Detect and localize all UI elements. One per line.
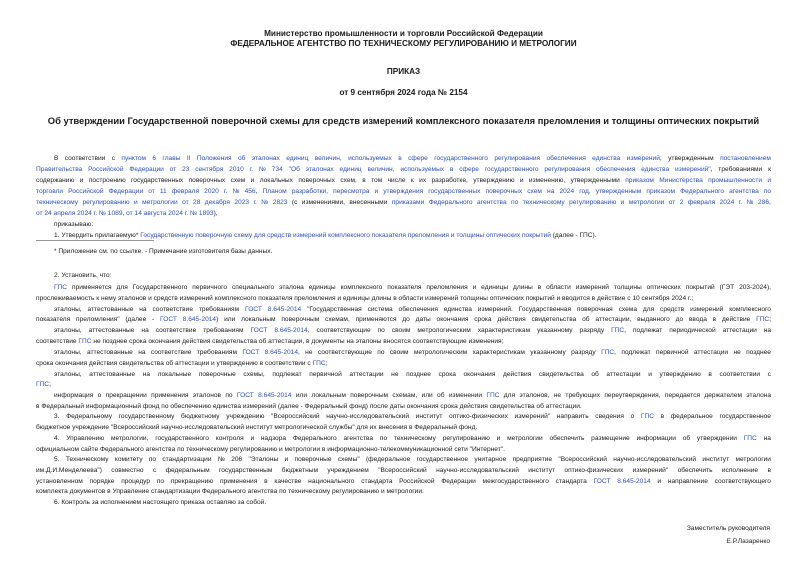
document-link[interactable]: ГОСТ 8.645-2014 xyxy=(242,349,298,356)
line-text: 6. Контроль за исполнением настоящего приказа оставляю за собой. xyxy=(54,499,267,506)
document-link[interactable]: ГОСТ 8.645-2014 xyxy=(245,306,302,313)
document-link[interactable]: ГПС xyxy=(36,381,50,388)
body-line xyxy=(54,348,771,358)
document-link[interactable]: приказом Министерства промышленности и xyxy=(625,177,772,184)
document-link[interactable]: пунктом 6 главы II Положения об эталонах единиц величин, используемых в сфере государственного регулирования обеспечения единства измерений xyxy=(121,155,660,162)
line-text: , утвержденным xyxy=(659,155,721,162)
document-link[interactable]: ГПС xyxy=(54,284,68,291)
body-line xyxy=(54,412,771,422)
body-line xyxy=(36,445,505,455)
document-link[interactable]: приказами Федерального агентства по техническому регулированию и метрологии от 2 февраля 2024 г. № 286 xyxy=(391,199,770,206)
signature-name: Е.Р.Лазаренко xyxy=(726,538,770,545)
body-line xyxy=(36,294,693,304)
body-line xyxy=(54,283,771,293)
line-text: применяется для Государственного первичного специального эталона единицы комплексного показателя преломления и единицы длины в области измерений толщины оптических покрытий (ГЭТ 203-2024), xyxy=(67,284,771,291)
body-line xyxy=(54,498,266,508)
line-text: комплекта документов в Управление стандартизации Федерального агентства по техническому регулированию и метрологии. xyxy=(36,488,424,495)
document-link[interactable]: ГОСТ 8.645-2014 xyxy=(250,327,308,334)
document-link[interactable]: ГОСТ 8.645-2014 xyxy=(236,392,292,399)
line-text: (далее - ГПС). xyxy=(550,232,597,239)
body-line xyxy=(36,380,51,390)
document-link[interactable]: техническому регулированию и метрологии от 28 декабря 2023 г. № 2823 xyxy=(36,199,288,206)
line-text: установленном порядке процедур по прекращению применения в качестве национального стандарта Российской Федерации межгосударственного стандарта xyxy=(36,478,594,485)
document-link[interactable]: Планом разработки, пересмотра и утверждения государственных поверочных схем на 2024 год, утвержденным приказом Федерального агентства по xyxy=(262,188,772,195)
line-text: в федеральное государственное xyxy=(653,413,771,420)
preamble-line xyxy=(36,187,771,197)
line-text: в Федеральный информационный фонд по обеспечению единства измерений (далее - Федеральный фонд) после даты окончания срока действия свидетельства об аттестации. xyxy=(36,403,582,410)
body-line xyxy=(36,477,771,487)
line-text: эталоны, аттестованные на соответствие требованиям xyxy=(54,327,251,334)
preamble-line xyxy=(36,165,771,175)
document-link[interactable]: ГПС xyxy=(743,435,757,442)
line-text: , xyxy=(122,210,127,217)
line-text: официальном сайте Федерального агентства по техническому регулированию и метрологии в информационно-телекоммуникационной сети "Интернет". xyxy=(36,446,505,453)
document-link[interactable]: ГОСТ 8.645-2014 xyxy=(160,316,217,323)
line-text: эталоны, аттестованные на локальные поверочные схемы, подлежат первичной аттестации не позднее срока окончания действия свидетельства об аттестации и утверждению в соответствии с xyxy=(54,371,771,378)
line-text: для эталонов, не требующих переутверждения, передается держателем эталона xyxy=(499,392,772,399)
body-line xyxy=(54,326,771,336)
line-text: им.Д.И.Менделеева") совместно с федеральным государственным бюджетным учреждением "Всероссийский научно-исследовательский институт оптико-физических измерений" обеспечить исполнение в xyxy=(36,467,771,474)
document-link[interactable]: Государственную поверочную схему для средств измерений комплексного показателя преломления и толщины оптических покрытий xyxy=(140,232,551,239)
body-line xyxy=(54,434,771,444)
line-text: показателя преломления" (далее - xyxy=(36,316,161,323)
footnote-text: * Приложение см. по ссылке. - Примечание изготовителя базы данных. xyxy=(54,248,273,255)
line-text: , соответствующие по своим метрологическим характеристикам указанному разряду xyxy=(307,327,612,334)
preamble-line xyxy=(36,209,218,219)
document-link[interactable]: от 14 августа 2024 г. № 1893 xyxy=(126,210,214,217)
body-line xyxy=(36,402,582,412)
line-text: содержанию и построению государственных поверочных схем и локальных поверочных схем, в том числе к их разработке, утверждению и изменению, утвержденными xyxy=(36,177,626,184)
line-text: "Государственная система обеспечения единства измерений. Государственная поверочная схема для средств измерений комплексного xyxy=(301,306,771,313)
line-text: ), xyxy=(213,210,218,217)
document-link[interactable]: ГПС xyxy=(640,413,654,420)
line-text: , xyxy=(255,188,263,195)
line-text: 5. Техническому комитету по стандартизации № 206 "Эталоны и поверочные схемы" (федеральное государственное унитарное предприятие "Всероссийский научно-исследовательский институт метрологии xyxy=(54,456,771,463)
body-line xyxy=(54,271,111,281)
body-line xyxy=(36,337,503,347)
line-text: информация о прекращении применения эталонов по xyxy=(54,392,237,399)
body-line xyxy=(36,315,771,325)
document-link[interactable]: Правительства Российской Федерации от 23 сентября 2010 г. № 734 "Об эталонах единиц величин, используемых в сфере государственного регулирования обеспечения единства измерений" xyxy=(36,166,711,173)
line-text: или локальным поверочным схемам, или об изменении xyxy=(291,392,487,399)
line-text: , xyxy=(769,199,771,206)
line-text: , требованиями к xyxy=(710,166,771,173)
preamble-line xyxy=(36,176,771,186)
line-text: , подлежат первичной аттестации не позднее xyxy=(614,349,771,356)
document-link[interactable]: ГПС xyxy=(601,349,615,356)
line-text: эталоны, аттестованные на соответствие требованиям xyxy=(54,306,246,313)
document-link[interactable]: ГПС xyxy=(756,316,770,323)
document-link[interactable]: ГПС xyxy=(312,360,326,367)
line-text: прослеживаемость к нему эталонов и средств измерений комплексного показателя преломления и единицы длины в области измерений толщины оптических покрытий и вводится в действие с 10 сентября 2024 г.; xyxy=(36,295,694,302)
body-line xyxy=(54,455,771,465)
document-link[interactable]: ГПС xyxy=(611,327,625,334)
document-link[interactable]: от 24 апреля 2024 г. № 1089 xyxy=(36,210,123,217)
line-text: ; xyxy=(325,360,328,367)
line-text: , не соответствующие по своим метрологическим характеристикам указанному разряду xyxy=(298,349,602,356)
line-text: ) или локальным поверочным схемам, применяются до даты окончания срока действия свидетельства об аттестации, выданного до ввода в действие xyxy=(216,316,757,323)
body-line xyxy=(54,305,771,315)
line-text: не позднее срока окончания действия свидетельства об аттестации, в документы на эталоны вносятся соответствующие изменения; xyxy=(91,338,504,345)
line-text: 2. Установить, что: xyxy=(54,272,112,279)
line-text: срока окончания действия свидетельства об аттестации и утверждению в соответствии с xyxy=(36,360,313,367)
line-text: эталоны, аттестованные на соответствие требованиям xyxy=(54,349,243,356)
line-text: , подлежат периодической аттестации на xyxy=(624,327,772,334)
body-line xyxy=(36,359,327,369)
line-text: и направление соответствующего xyxy=(650,478,771,485)
document-link[interactable]: торговли Российской Федерации от 11 февраля 2020 г. № 456 xyxy=(36,188,256,195)
line-text: приказываю: xyxy=(54,221,94,228)
document-type: ПРИКАЗ xyxy=(386,67,421,76)
ministry-name: Министерство промышленности и торговли Российской Федерации xyxy=(264,29,543,38)
line-text: 1. Утвердить прилагаемую* xyxy=(54,232,141,239)
body-line xyxy=(36,423,477,433)
body-line xyxy=(54,391,771,401)
agency-name: ФЕДЕРАЛЬНОЕ АГЕНТСТВО ПО ТЕХНИЧЕСКОМУ РЕГУЛИРОВАНИЮ И МЕТРОЛОГИИ xyxy=(230,39,577,48)
line-text: 4. Управлению метрологии, государственного контроля и надзора Федерального агентства по техническому регулированию и метрологии обеспечить размещение информации об утверждении xyxy=(54,435,744,442)
preamble-line xyxy=(54,154,771,164)
line-text: бюджетное учреждение "Всероссийский научно-исследовательский институт метрологической службы" для их внесения в Федеральный фонд. xyxy=(36,424,478,431)
line-text: ; xyxy=(769,316,772,323)
footnote-divider xyxy=(36,240,154,241)
line-text: на xyxy=(756,435,771,442)
document-title: Об утверждении Государственной поверочной схемы для средств измерений комплексного показателя преломления и толщины оптических покрытий xyxy=(47,115,760,126)
line-text: В соответствии с xyxy=(54,155,122,162)
document-link[interactable]: постановлением xyxy=(720,155,771,162)
signature-position: Заместитель руководителя xyxy=(686,525,770,532)
document-link[interactable]: ГПС xyxy=(486,392,500,399)
preamble-line xyxy=(36,198,771,208)
document-link[interactable]: ГПС xyxy=(78,338,92,345)
body-line xyxy=(36,466,771,476)
document-link[interactable]: ГОСТ 8.645-2014 xyxy=(593,478,651,485)
line-text: соответствие xyxy=(36,338,79,345)
body-line xyxy=(54,370,771,380)
body-line xyxy=(36,487,424,497)
line-text: (с изменениями, внесенными xyxy=(287,199,392,206)
line-text: ; xyxy=(49,381,51,388)
document-date-number: от 9 сентября 2024 года № 2154 xyxy=(339,88,468,97)
line-text: 3. Федеральному государственному бюджетному учреждению "Всероссийский научно-исследовательский институт оптико-физических измерений" направить сведения о xyxy=(54,413,641,420)
preamble-line xyxy=(54,220,93,230)
